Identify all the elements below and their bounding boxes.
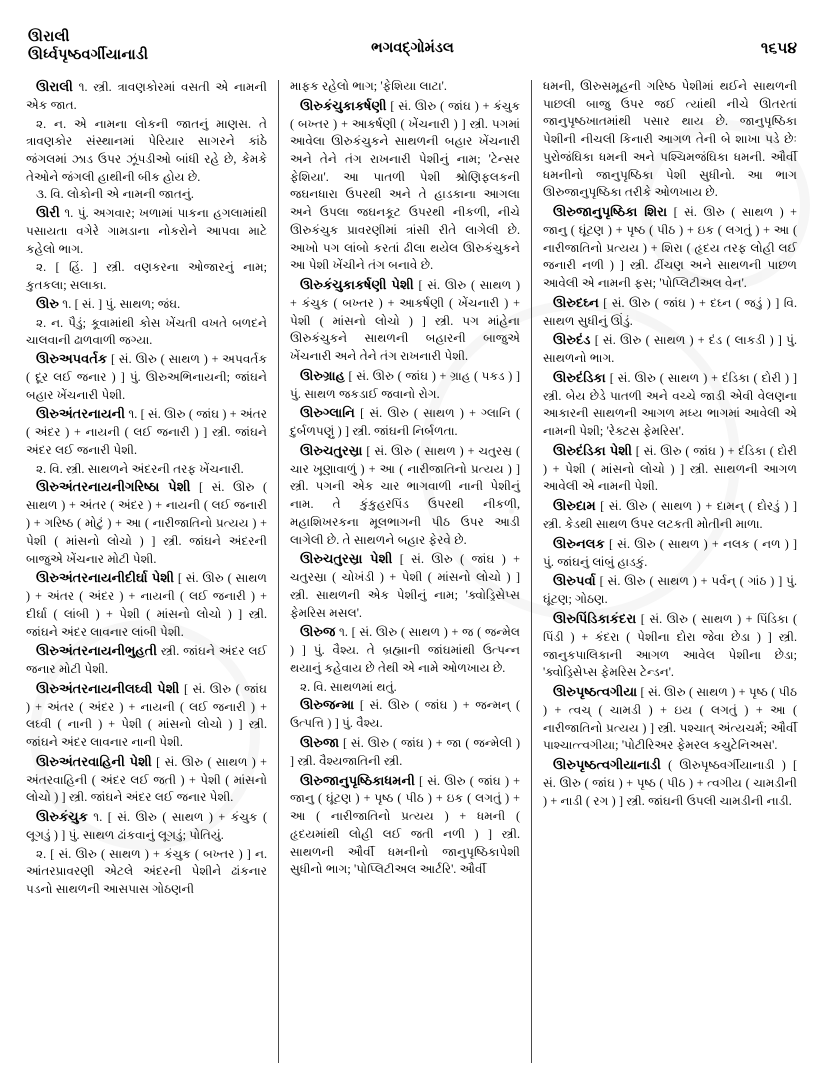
entry-headword: ઊરુદંડિકા (553, 370, 606, 385)
dictionary-entry (290, 550, 520, 622)
entry-headword: ઊરુદંડ (553, 333, 591, 348)
entry-definition: [ સં. ઊરુ ( સાથળ ) + પર્વન્ ( ગાંઠ ) ] પું. ઘૂંટણ; ગોઠણ. (543, 574, 797, 607)
entry-subsense: ૨. વિ. સાથળમાં થતું. (300, 679, 397, 694)
dictionary-entry (26, 204, 267, 258)
dictionary-entry (543, 369, 797, 441)
entry-headword: ઊરુઅંતરનાયનીલઘ્વી પેશી (36, 681, 180, 696)
entry-headword: ઊરુદામ (553, 499, 596, 514)
entry-definition: [ સં. ઊરુ ( જાંઘ ) + કંચુક ( બખ્તર ) + આકર્ષણી ( ખેંચનારી ) ] સ્ત્રી. પગમાં આવેલા ઊરુકંચુકને સાથળની બહાર ખેંચનારી અને તેને તંગ રાખનારી પેશીનું નામ; 'ટેન્સર ફેશિયા'. આ પાતળી પેશી શ્રોણિફલકની જઘનધારા ઉપરથી અને તે હાડકાના આગલા અને ઉપલા જઘનકૂટ ઉપરથી નીકળી, નીચે ઊરુકંચુક પ્રાવરણીમાં ત્રાંસી રીતે લાગેલી છે. આખો પગ લાંબો કરતાં ઢીલા થયેલ ઊરુકંચુકને આ પેશી ખેંચીને તંગ બનાવે છે. (290, 98, 520, 273)
entry-definition: [ સં. ઊરુ ( જાંઘ ) + દંડિકા ( દોરી ) + પેશી ( માંસનો લોચો ) ] સ્ત્રી. સાથળની આગળ આવેલી એ નામની પેશી. (543, 443, 798, 494)
page-number: ૧૬૫૪ (760, 40, 797, 57)
entry-headword: ઊરુજાનુપૃષ્ઠિકાધમની (300, 773, 415, 788)
dictionary-entry (26, 753, 267, 807)
entry-definition: [ સં. ઊરુ ( સાથળ ) + અંતરવાહિની ( અંદર લઈ જતી ) + પેશી ( માંસનો લોચો ) ] સ્ત્રી. જાંઘને અંદર લઈ જનાર પેશી. (26, 754, 267, 805)
entry-headword: ઊરુજ (300, 625, 336, 640)
entry-subsense: ૩. વિ. લોકોની એ નામની જાતનું. (36, 187, 194, 202)
entry-headword: ઊરુઅંતરનાયનીભુહતી (36, 644, 158, 659)
entry-definition: ૧. પું. અગવાર; ખળામાં પાકના હગલામાંથી પસાયતા વગેરે ગામડાના નોકરોને આપવા માટે કહેલો ભાગ. (26, 206, 267, 256)
entry-headword: ઊરુ (36, 296, 59, 311)
entry-subsense: ૨. ન. એ નામના લોકની જાતનું માણસ. તે ત્રાવણકોર સંસ્થાનમાં પેરિયાર સાગરને કાંઠે જંગલમાં ઝાડ ઉપર ઝૂંપડીઓ બાંધી રહે છે, કેમકે તેઓને જંગલી હાથીની બીક હોય છે. (26, 116, 267, 184)
column-3 (532, 78, 797, 1063)
entry-definition: [ સં. ઊરુ ( સાથળ ) + દંડ ( લાકડી ) ] પું. સાથળનો ભાગ. (543, 333, 797, 366)
entry-subsense: ૨. [ સં. ઊરુ ( સાથળ ) + કંચુક ( બખ્તર ) ] ન. આંતરપ્રાવરણી એટલે અંદરની પેશીને ઢાંકનાર પડનો સાથળની આસપાસ ગોઠણની (26, 846, 267, 897)
book-title: ભગવદ્ગોમંડલ (371, 40, 454, 56)
column-1 (26, 78, 278, 1063)
entry-definition: ૧. સ્ત્રી. ત્રાવણકોરમાં વસતી એ નામની એક જાત. (26, 80, 267, 112)
dictionary-entry (290, 276, 520, 366)
entry-headword: ઊરુચતુરસ્રા (300, 443, 363, 458)
entry-subsense: ૨. ન. પૈડું; કૂવામાંથી કોસ ખેંચતી વખતે બળદને ચાલવાની ઢાળવાળી જગ્યા. (26, 315, 267, 348)
entry-headword: ઊરુજાનુપૃષ્ઠિકા શિરા (553, 204, 668, 219)
entry-definition: [ સં. ઊરુ ( સાથળ ) + કંચુક ( બખ્તર ) + આકર્ષણી ( ખેંચનારી ) + પેશી ( માંસનો લોચો ) ] સ્ત્રી. પગ માંહેના ઊરુકંચુકને સાથળની બહારની બાજુએ ખેંચનારી અને તેને તંગ રાખનારી પેશી. (290, 277, 520, 363)
dictionary-entry (26, 478, 267, 568)
dictionary-entry (290, 734, 520, 771)
entry-headword: ઊરુનલક (553, 536, 605, 551)
entry-definition: ૧. [ સં. ] પું. સાથળ; જંઘ. (58, 296, 181, 311)
running-head-first-entry: ઊરાલી (28, 29, 70, 45)
entry-definition: [ સં. ઊરુ ( જાંઘ ) + ચતુરસ્રા ( ચોખંડી ) + પેશી ( માંસનો લોચો ) ] સ્ત્રી. સાથળની એક પેશીનું નામ; 'ક્વોડ્રિસેપ્સ ફેમરિસ મસલ'. (290, 552, 520, 620)
entry-definition: [ સં. ઊરુ ( સાથળ ) + અપવર્તક ( દૂર લઈ જનાર ) ] પું. ઊરુઅભિનાયની; જાંઘને બહાર ખેંચનારી પેશી. (26, 352, 267, 402)
dictionary-entry (290, 367, 520, 404)
entry-definition: સ્ત્રી. જાંઘને અંદર લઈ જનાર મોટી પેશી. (26, 644, 267, 677)
entry-definition: [ સં. ઊરુ ( જાંઘ ) + જા ( જન્મેલી ) ] સ્ત્રી. વૈશ્યજાતિની સ્ત્રી. (290, 735, 520, 768)
entry-definition: ૧. [ સં. ઊરુ ( સાથળ ) + જ ( જન્મેલ ) ] પું. વૈશ્ય. તે બ્રહ્માની જાંઘમાંથી ઉત્પન્ન થયાનું કહેવાય છે તેથી એ નામે ઓળખાય છે. (290, 625, 520, 675)
dictionary-entry (26, 642, 267, 679)
entry-definition: [ સં. ઊરુ ( સાથળ ) + જાનુ ( ઘૂંટણ ) + પૃષ્ઠ ( પીઠ ) + ઇક ( લગતું ) + આ ( નારીજાતિનો પ્રત્યય ) + શિરા ( હૃદય તરફ લોહી લઈ જનારી નળી ) ] સ્ત્રી. ઢીંચણ અને સાથળની પાછળ આવેલી એ નામની ફસ; 'પોપ્લિટીઅલ વેન'. (543, 204, 797, 290)
dictionary-entry (543, 683, 797, 755)
entry-definition: ધમની, ઊરુસમૂહની ગરિષ્ઠ પેશીમાં થઈને સાથળની પાછલી બાજુ ઉપર જઈ ત્યાંથી નીચે ઊતરતાં જાનુપૃષ્ઠખાતમાંથી પસાર થાય છે. જાનુપૃષ્ઠિકા પેશીની નીચલી કિનારી આગળ તેની બે શાખા પડે છેઃ પુરોજંઘિકા ધમની અને પશ્ચિમજંઘિકા ધમની. ઔર્વી ધમનીનો જાનુપૃષ્ઠિકા પેશી સુધીનો. આ ભાગ ઊરુજાનુપૃષ્ઠિકા તરીકે ઓળખાય છે. (543, 79, 797, 200)
entry-definition: [ સં. ઊરુ ( સાથળ ) + નલક ( નળ ) ] પું. જાંઘનું લાંબું હાડકું. (543, 536, 797, 569)
entry-definition: [ સં. ઊરુ ( સાથળ ) + અંતર ( અંદર ) + નાયની ( લઈ જનારી ) + ગરિષ્ઠ ( મોટું ) + આ ( નારીજાતિનો પ્રત્યય ) + પેશી ( માંસનો લોચો ) ] સ્ત્રી. જાંઘને અંદરની બાજુએ ખેંચનાર મોટી પેશી. (26, 480, 267, 566)
dictionary-entry (26, 295, 267, 314)
dictionary-entry (543, 610, 797, 682)
entry-definition: [ સં. ઊરુ ( સાથળ ) + પૃષ્ઠ ( પીઠ ) + ત્વચ્ ( ચામડી ) + ઇય ( લગતું ) + આ ( નારીજાતિનો પ્રત્યય ) ] સ્ત્રી. પશ્ચાત્ અંત્યચર્મ; ઔર્વી પાશ્ચાત્ત્વગીયા; 'પોટીરિઅર ફેમરલ કચુટેનિઅસ'. (543, 685, 797, 753)
entry-headword: ઊરી (36, 206, 60, 221)
dictionary-entry (543, 572, 797, 609)
dictionary-entry (290, 97, 520, 275)
dictionary-entry (543, 331, 797, 368)
entry-headword: ઊરુઅંતરનાયનીદીર્ઘા પેશી (36, 571, 175, 586)
entry-headword: ઊરુદંડિકા પેશી (553, 443, 633, 458)
dictionary-entry (26, 680, 267, 752)
entry-headword: ઊરુચતુરસ્રા પેશી (300, 552, 393, 567)
entry-headword: ઊરુદઘ્ન (553, 295, 599, 310)
entry-definition: [ સં. ઊરુ ( સાથળ ) + અંતર ( અંદર ) + નાયની ( લઈ જનારી ) + દીર્ઘા ( લાંબી ) + પેશી ( માંસનો લોચો ) ] સ્ત્રી. જાંઘને અંદર લાવનાર લાંબી પેશી. (26, 571, 267, 639)
entry-subsense: ૨. વિ. સ્ત્રી. સાથળને અંદરની તરફ ખેંચનારી. (36, 461, 244, 476)
entry-subsense: ૨. [ હિં. ] સ્ત્રી. વણકરના ઓજારનું નામ; કુતકલા; સલાકા. (26, 260, 267, 293)
entry-definition: [ સં. ઊરુ ( સાથળ ) + દંડિકા ( દોરી ) ] સ્ત્રી. બેય છેડે પાતળી અને વચ્ચે જાડી એવી વેલણના આકારની સાથળની આગળ મધ્ય ભાગમાં આવેલી એ નામની પેશી; 'રેક્ટસ ફેમરિસ'. (543, 370, 797, 439)
entry-headword: ઊરુજા (300, 735, 340, 750)
dictionary-entry (26, 350, 267, 404)
entry-headword: ઊરુઅપવર્તક (36, 352, 108, 367)
entry-definition: [ સં. ઊરુ ( સાથળ ) + દામન્ ( દોરડું ) ] સ્ત્રી. કેડથી સાથળ ઉપર લટકતી મોતીની માળા. (543, 499, 797, 532)
entry-headword: ઊરુપર્વા (553, 574, 596, 589)
entry-definition: માફક રહેલો ભાગ; 'ફેશિયા લાટા'. (290, 79, 447, 93)
entry-definition: ૧. [ સં. ઊરુ ( સાથળ ) + કંચુક ( લૂગડું ) ] પું. સાથળ ઢાંકવાનું લૂગડું; પોતિયું. (26, 810, 267, 843)
entry-headword: ઊરુઅંતરનાયની (36, 407, 125, 422)
entry-definition: [ સં. ઊરુ ( જાંઘ ) + જન્મન્ ( ઉત્પત્તિ ) ] પું. વૈશ્ય. (290, 698, 520, 731)
column-container (26, 78, 799, 1063)
dictionary-entry (543, 497, 797, 534)
entry-headword: ઊરુઅંતરવાહિની પેશી (36, 754, 152, 769)
entry-headword: ઊરુપૃષ્ઠત્વગીયા (553, 685, 638, 700)
dictionary-entry (290, 696, 520, 733)
dictionary-entry (543, 756, 797, 810)
running-head-last-entry: ઊર્ધ્વપૃષ્ઠવર્ગીયાનાડી (28, 47, 149, 64)
column-2 (279, 78, 531, 1063)
entry-definition: ( ઊરુપૃષ્ઠવર્ગીયાનાડી ) [ સં. ઊરુ ( જાંઘ ) + પૃષ્ઠ ( પીઠ ) + ત્વગીય ( ચામડીની ) + નાડી ( રગ ) ] સ્ત્રી. જાંઘની ઉપલી ચામડીની નાડી. (543, 758, 797, 808)
entry-definition: [ સં. ઊરુ ( જાંઘ ) + દઘ્ન ( જડું ) ] વિ. સાથળ સુધીનું ઊંડું. (543, 295, 797, 328)
dictionary-entry (26, 569, 267, 641)
dictionary-entry (543, 203, 797, 293)
entry-headword: ઊરુકંચુકાકર્ષણી (300, 98, 387, 113)
entry-definition: [ સં. ઊરુ ( જાંઘ ) + જાનુ ( ઘૂંટણ ) + પૃષ્ઠ ( પીઠ ) + ઇક ( લગતું ) + આ ( નારીજાતિનો પ્રત્યય ) + ધમની ( હૃદયમાંથી લોહી લઈ જતી નળી ) ] સ્ત્રી. સાથળની ઔર્વી ધમનીનો જાનુપૃષ્ઠિકાપેશી સુધીનો ભાગ; 'પોપ્લિટીઅલ આર્ટરિ'. ઔર્વી (290, 773, 520, 877)
dictionary-entry (26, 78, 267, 115)
entry-headword: ઊરુકંચુકાકર્ષણી પેશી (300, 277, 414, 292)
entry-definition: [ સં. ઊરુ ( જાંઘ ) + ગ્રાહ ( પકડ ) ] પું. સાથળ જકડાઈ જવાનો રોગ. (290, 368, 520, 401)
entry-definition: [ સં. ઊરુ ( સાથળ ) + ચતુરસ્ર ( ચાર ખૂણાવાળું ) + આ ( નારીજાતિનો પ્રત્યય ) ] સ્ત્રી. પગની એક ચાર ભાગવાળી નાની પેશીનું નામ. તે કુંકુહરપિંડ ઉપરથી નીકળી, મહાશિખરકના મૂલભાગની પીઠ ઉપર આડી લાગેલી છે. તે સાથળને બહાર ફેરવે છે. (290, 443, 520, 547)
entry-definition: [ સં. ઊરુ ( જાંઘ ) + અંતર ( અંદર ) + નાયની ( લઈ જનારી ) + લઘ્વી ( નાની ) + પેશી ( માંસનો લોચો ) ] સ્ત્રી. જાંઘને અંદર લાવનાર નાની પેશી. (26, 681, 267, 750)
dictionary-entry (290, 442, 520, 549)
entry-definition: ૧. [ સં. ઊરુ ( જાંઘ ) + અંતર ( અંદર ) + નાયની ( લઈ જનારી ) ] સ્ત્રી. જાંઘને અંદર લઈ જનારી પેશી. (26, 407, 267, 458)
entry-headword: ઊરાલી (36, 80, 73, 94)
dictionary-entry (290, 772, 520, 879)
dictionary-entry (290, 623, 520, 677)
dictionary-entry (290, 78, 520, 96)
entry-headword: ઊરુકંચુક (36, 810, 88, 825)
dictionary-entry (543, 78, 797, 202)
dictionary-entry (290, 404, 520, 441)
dictionary-entry (26, 808, 267, 845)
entry-definition: [ સં. ઊરુ ( સાથળ ) + ગ્લાનિ ( દુર્બળપણું ) ] સ્ત્રી. જાંઘની નિર્બળતા. (290, 406, 520, 439)
dictionary-entry (26, 405, 267, 459)
entry-headword: ઊરુજન્મા (300, 698, 355, 713)
entry-headword: ઊરુગ્રાહ (300, 368, 345, 383)
dictionary-entry (543, 442, 797, 496)
entry-headword: ઊરુપૃષ્ઠત્વગીયાનાડી (553, 758, 661, 773)
entry-headword: ઊરુઅંતરનાયનીગરિષ્ઠા પેશી (36, 480, 191, 495)
dictionary-entry (543, 294, 797, 331)
entry-definition: [ સં. ઊરુ ( સાથળ ) + પિંડિકા ( પિંડી ) + કંદરા ( પેશીના દોરા જેવા છેડા ) ] સ્ત્રી. જાનુકપાલિકાની આગળ આવેલ પેશીના છેડા; 'ક્વોડ્રિસેપ્સ ફેમરિસ ટેન્ડન'. (543, 612, 797, 680)
entry-headword: ઊરુપિંડિકાકંદરા (553, 612, 637, 627)
entry-headword: ઊરુગ્લાનિ (300, 406, 355, 421)
dictionary-entry (543, 535, 797, 572)
running-head (26, 28, 799, 74)
